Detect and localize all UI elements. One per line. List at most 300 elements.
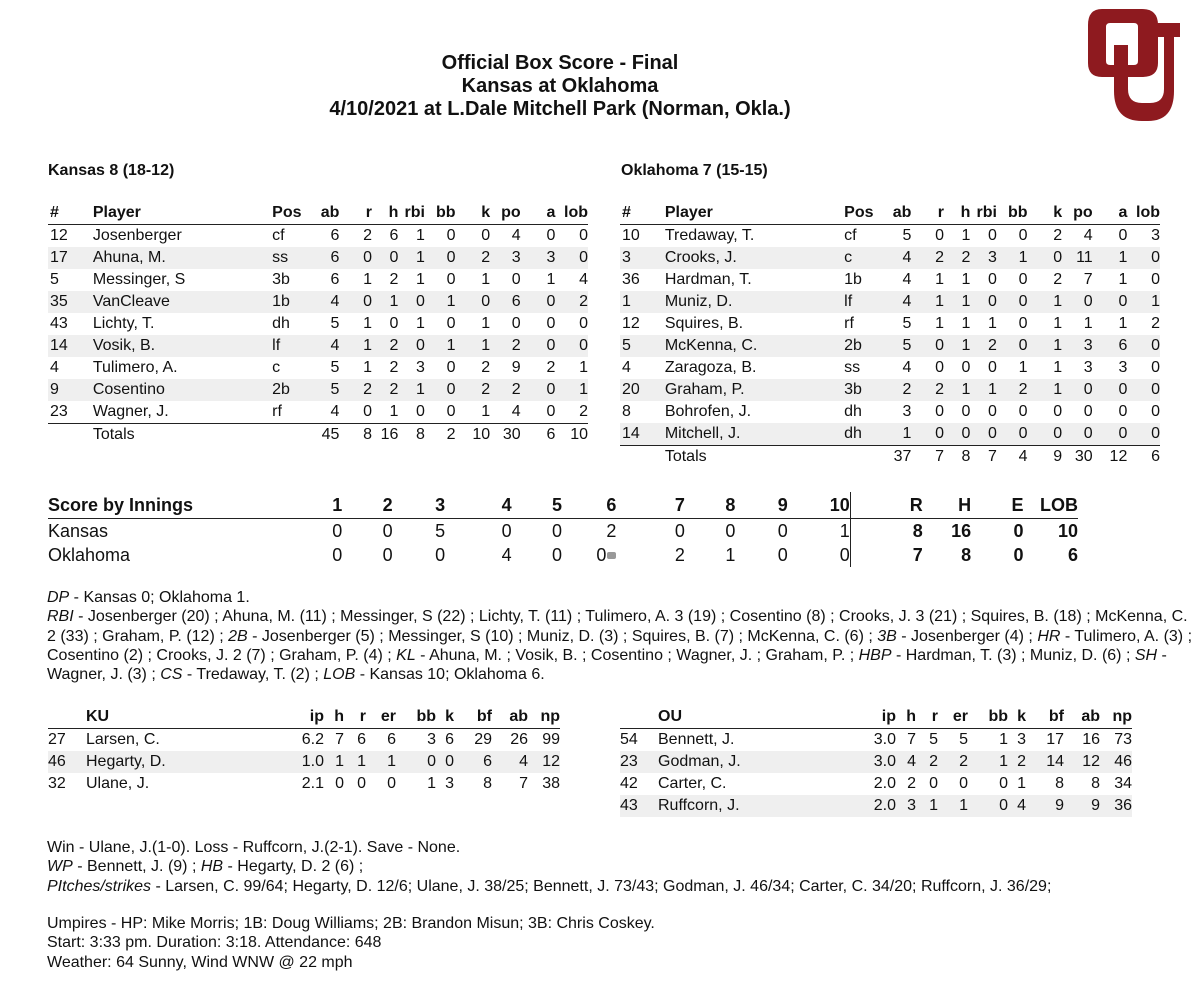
table-cell: 1	[944, 379, 970, 401]
doubles-text: - Josenberger (5) ; Messinger, S (10) ; Muniz, D. (3) ; Squires, B. (7) ; McKenna, C. (6) ;	[247, 627, 878, 645]
player-name: Wagner, J.	[92, 403, 169, 420]
table-cell: 0	[944, 423, 970, 446]
player-name: Ahuna, M.	[93, 247, 272, 269]
table-row	[48, 357, 588, 379]
table-cell: 14	[48, 335, 93, 357]
player-name: Tulimero, A.	[92, 359, 178, 376]
player-name: Graham, P.	[665, 379, 844, 401]
table-cell: 1	[389, 403, 399, 420]
table-cell: 0	[521, 291, 556, 313]
player-name: Josenberger	[92, 227, 182, 244]
table-row	[620, 291, 1160, 313]
table-row	[48, 401, 588, 424]
table-cell: 0	[446, 359, 456, 376]
table-cell: 46	[48, 751, 86, 773]
col-rbi: rbi	[970, 202, 996, 225]
table-cell: 4	[622, 359, 631, 376]
batting-header-row	[48, 202, 588, 225]
totals-row	[620, 446, 1160, 469]
table-cell: 9	[511, 359, 521, 376]
table-cell: lf	[272, 335, 309, 357]
table-cell	[620, 446, 665, 469]
table-cell: 9	[1064, 795, 1100, 817]
table-cell: 1	[425, 335, 456, 357]
table-cell: 36	[1100, 795, 1132, 817]
table-row	[620, 313, 1160, 335]
lob-text: - Kansas 10; Oklahoma 6.	[355, 666, 545, 684]
pitching-header-row	[620, 706, 1132, 729]
table-cell: 0	[1053, 403, 1063, 420]
table-cell: 1	[456, 335, 491, 357]
inning-score: 4	[501, 544, 512, 565]
inning-1-header: 1	[290, 492, 342, 519]
table-cell: 3	[416, 359, 425, 376]
errors-header: E	[971, 492, 1023, 519]
table-cell: 1	[1127, 291, 1160, 313]
col-num: #	[48, 202, 93, 225]
table-cell: dh	[844, 423, 881, 446]
inning-score: 0	[777, 520, 788, 541]
comment-icon[interactable]	[607, 552, 616, 559]
table-cell: 8	[483, 775, 492, 792]
table-cell: 6	[490, 291, 521, 313]
decision-line: Win - Ulane, J.(1-0). Loss - Ruffcorn, J.(2-1). Save - None.	[47, 839, 461, 856]
triples-text: - Josenberger (4) ;	[896, 627, 1038, 645]
col-np: np	[1100, 706, 1132, 729]
table-cell: 5	[50, 271, 59, 288]
triples-label: 3B	[877, 627, 897, 645]
col-bf: bf	[1026, 706, 1064, 729]
table-cell: 2b	[844, 335, 881, 357]
table-cell: 6	[389, 227, 399, 244]
table-cell: 4	[492, 751, 528, 773]
col-ab: ab	[309, 202, 340, 225]
table-cell: 0	[456, 291, 491, 313]
table-cell: 12	[50, 227, 68, 244]
table-cell: 2	[1151, 315, 1160, 332]
hits-total: 8	[961, 544, 972, 565]
table-cell: 3	[490, 247, 521, 269]
table-cell: 1b	[844, 271, 862, 288]
table-cell: 2	[555, 291, 588, 313]
ou-pitching-table	[620, 706, 1132, 817]
table-cell: 1	[1083, 315, 1093, 332]
table-cell: 7	[519, 775, 528, 792]
table-cell: 2	[490, 379, 521, 401]
hr-text: - Tulimero, A. (3) ; Cosentino (2) ; Crooks, J. 2 (7) ; Graham, P. (4) ;	[47, 627, 1193, 664]
table-cell: 4	[309, 291, 340, 313]
col-k: k	[1028, 202, 1063, 225]
table-cell: 0	[1018, 403, 1028, 420]
table-cell: 6	[1127, 446, 1160, 469]
table-cell: 1	[1093, 247, 1128, 269]
lob-total: 6	[1067, 544, 1078, 565]
table-cell: 3	[620, 247, 665, 269]
title-line-3: 4/10/2021 at L.Dale Mitchell Park (Norman, Okla.)	[329, 98, 791, 120]
table-cell: 1	[944, 291, 970, 313]
table-cell: 3	[1083, 359, 1093, 376]
table-cell: 0	[1093, 379, 1128, 401]
table-cell: 0	[1151, 271, 1160, 288]
player-name: Ulane, J.	[86, 775, 150, 792]
table-cell: 4	[511, 403, 521, 420]
table-cell: 8	[1055, 775, 1064, 792]
table-cell: 0	[339, 247, 372, 269]
table-cell: 1	[935, 315, 944, 332]
table-cell: 1	[961, 271, 971, 288]
table-cell: 1	[344, 751, 366, 773]
col-k: k	[436, 706, 454, 729]
table-row	[48, 729, 560, 752]
table-cell: 8	[339, 424, 372, 447]
inning-score: 2	[674, 544, 685, 565]
table-row	[48, 313, 588, 335]
table-cell: 0	[446, 227, 456, 244]
player-name: Messinger, S	[92, 271, 186, 288]
table-cell: 2	[881, 379, 912, 401]
table-cell: 0	[339, 291, 372, 313]
table-cell: 3	[970, 247, 996, 269]
col-h: h	[372, 202, 398, 225]
table-cell: 3	[1062, 335, 1093, 357]
dp-label: DP	[47, 589, 70, 606]
table-cell: rf	[844, 315, 854, 332]
table-cell: 4	[330, 403, 340, 420]
table-cell: 2	[1053, 271, 1063, 288]
inning-score: 0	[382, 544, 393, 565]
table-cell: 0	[988, 359, 997, 376]
table-cell: 73	[1114, 731, 1132, 748]
table-cell: 2	[911, 379, 944, 401]
table-cell: 4	[511, 227, 521, 244]
ku-pitching-heading: KU	[86, 706, 282, 729]
table-cell: 4	[881, 291, 912, 313]
col-pos: Pos	[272, 202, 309, 225]
table-cell: 0	[1093, 423, 1128, 446]
table-cell: 0	[425, 247, 456, 269]
table-cell: 6	[521, 424, 556, 447]
totals-row	[48, 424, 588, 447]
col-bb: bb	[425, 202, 456, 225]
table-cell: 0	[436, 751, 454, 773]
table-cell: 1	[1017, 775, 1026, 792]
table-row	[620, 335, 1160, 357]
table-cell: 1	[481, 315, 491, 332]
table-cell: 2	[1008, 751, 1026, 773]
table-cell: 0	[959, 775, 968, 792]
table-cell: 0	[1018, 271, 1028, 288]
table-cell: 0	[911, 423, 944, 446]
col-h: h	[896, 706, 916, 729]
pitching-header-row	[48, 706, 560, 729]
table-row	[620, 401, 1160, 423]
table-cell	[48, 424, 93, 447]
table-cell: 6	[445, 731, 454, 748]
table-cell: 17	[48, 247, 93, 269]
table-cell: 7	[1083, 271, 1093, 288]
table-cell: 14	[1026, 751, 1064, 773]
table-cell: 0	[1127, 379, 1160, 401]
wp-text: - Bennett, J. (9) ;	[72, 858, 201, 876]
col-r: r	[339, 202, 372, 225]
table-cell: 23	[620, 751, 658, 773]
inning-score: 1	[788, 519, 850, 544]
table-cell: 3	[896, 795, 916, 817]
table-cell: 1	[366, 751, 396, 773]
table-cell: 20	[620, 379, 665, 401]
table-cell: lf	[844, 291, 881, 313]
table-cell: 0	[446, 403, 456, 420]
table-row	[48, 269, 588, 291]
hbp-text: - Hardman, T. (3) ; Muniz, D. (6) ;	[891, 646, 1135, 664]
col-num	[48, 706, 86, 729]
wp-hb-line	[47, 857, 1197, 876]
col-er: er	[938, 706, 968, 729]
table-cell: 3	[445, 775, 454, 792]
table-cell: 4	[881, 247, 912, 269]
table-cell: 16	[372, 424, 398, 447]
table-cell: 99	[542, 731, 560, 748]
lob-label: LOB	[323, 666, 356, 684]
table-row	[620, 379, 1160, 401]
hits-total: 16	[951, 520, 972, 541]
table-row	[620, 423, 1160, 446]
table-cell: 2	[911, 247, 944, 269]
inning-score: 0	[788, 543, 850, 567]
table-row	[48, 773, 560, 795]
table-cell: 2	[372, 379, 398, 401]
col-num: #	[620, 202, 665, 225]
table-cell: c	[844, 247, 881, 269]
table-cell: 54	[620, 731, 638, 748]
oklahoma-logo-icon	[1084, 5, 1180, 125]
table-cell: 0	[935, 227, 944, 244]
table-cell	[272, 424, 309, 447]
title-line-1: Official Box Score - Final	[441, 52, 679, 74]
inning-score: 1	[725, 544, 736, 565]
table-cell: 1	[1018, 359, 1028, 376]
inning-9-header: 9	[735, 492, 787, 519]
table-cell: 0	[1151, 359, 1160, 376]
table-cell: 12	[1064, 751, 1100, 773]
table-cell: 2	[970, 335, 996, 357]
innings-row-oklahoma	[48, 543, 1078, 567]
table-cell: 6	[454, 751, 492, 773]
table-cell: 0	[1118, 227, 1128, 244]
inning-7-header: 7	[616, 492, 685, 519]
table-cell: 4	[902, 359, 912, 376]
cs-label: CS	[160, 666, 183, 684]
hbp-label: HBP	[858, 646, 892, 664]
table-cell: 3	[1017, 731, 1026, 748]
inning-score: 5	[435, 520, 446, 541]
table-cell: 1	[881, 423, 912, 446]
table-cell: 7	[970, 446, 996, 469]
table-cell: 2.1	[301, 775, 324, 792]
table-cell: 34	[1114, 775, 1132, 792]
inning-score: 0	[332, 544, 343, 565]
table-cell: 0	[968, 795, 1008, 817]
col-po: po	[1062, 202, 1093, 225]
table-cell: 38	[542, 775, 560, 792]
table-cell: 9	[1028, 446, 1063, 469]
table-cell: 0	[1062, 379, 1093, 401]
table-cell: 0	[546, 315, 556, 332]
inning-score: 0	[551, 520, 562, 541]
table-cell: 32	[48, 775, 66, 792]
table-cell: 37	[881, 446, 912, 469]
table-cell: 0	[555, 247, 588, 269]
table-cell: 1	[997, 247, 1028, 269]
table-cell: 2	[372, 335, 398, 357]
lob-header: LOB	[1024, 492, 1078, 519]
table-cell: 0	[398, 335, 424, 357]
runs-total: 8	[912, 520, 923, 541]
hits-header: H	[923, 492, 971, 519]
table-cell: 4	[50, 359, 59, 376]
table-row	[48, 225, 588, 248]
batting-header-row	[620, 202, 1160, 225]
col-lob: lob	[555, 202, 588, 225]
table-cell: 1	[1028, 291, 1063, 313]
table-cell: 0	[363, 403, 372, 420]
pitches-strikes-text: - Larsen, C. 99/64; Hegarty, D. 12/6; Ulane, J. 38/25; Bennett, J. 73/43; Godman, J. 46/34; Carter, C. 34/20; Ruffcorn, J. 36/29;	[151, 877, 1052, 895]
table-cell: 0	[1127, 247, 1160, 269]
table-cell: 0	[1062, 291, 1093, 313]
table-cell: 9	[1026, 795, 1064, 817]
table-cell: 1	[961, 315, 971, 332]
score-by-innings-table	[48, 492, 1078, 567]
col-bf: bf	[454, 706, 492, 729]
inning-score: 0	[725, 520, 736, 541]
table-cell: 30	[490, 424, 521, 447]
table-row	[48, 379, 588, 401]
table-cell: 5	[330, 359, 340, 376]
errors-total: 0	[1013, 520, 1024, 541]
table-cell: 0	[997, 335, 1028, 357]
table-cell: 0	[1062, 423, 1093, 446]
table-cell: 1	[398, 379, 424, 401]
inning-4-header: 4	[445, 492, 512, 519]
table-cell: 2	[425, 424, 456, 447]
table-cell: c	[272, 359, 281, 376]
inning-score: 0	[674, 520, 685, 541]
table-cell: 1	[911, 291, 944, 313]
table-cell: 2.0	[854, 795, 896, 817]
table-cell: 0	[357, 775, 366, 792]
player-name: Mitchell, J.	[665, 423, 844, 446]
col-bb: bb	[968, 706, 1008, 729]
table-row	[620, 795, 1132, 817]
inning-score-cell	[562, 543, 616, 567]
title-line-2: Kansas at Oklahoma	[461, 75, 659, 97]
player-name: Hardman, T.	[664, 271, 752, 288]
table-cell: 0	[988, 403, 997, 420]
table-cell: 1.0	[282, 751, 324, 773]
table-cell: 0	[398, 291, 424, 313]
table-cell: 0	[396, 751, 436, 773]
table-cell: 1	[416, 227, 425, 244]
table-cell: 5	[309, 379, 340, 401]
rbi-label: RBI	[47, 608, 74, 626]
table-cell: dh	[844, 403, 862, 420]
table-cell: 5	[902, 315, 912, 332]
table-cell: rf	[272, 403, 282, 420]
col-er: er	[366, 706, 396, 729]
table-cell: 0	[511, 271, 521, 288]
table-cell: 46	[1100, 751, 1132, 773]
hb-text: - Hegarty, D. 2 (6) ;	[223, 858, 364, 876]
player-name: McKenna, C.	[665, 335, 844, 357]
table-row	[620, 773, 1132, 795]
table-cell: 5	[959, 731, 968, 748]
table-cell: 1	[1028, 335, 1063, 357]
table-cell: 4	[579, 271, 588, 288]
table-cell: 0	[1118, 403, 1128, 420]
inning-score: 0	[551, 544, 562, 565]
table-cell: 1	[620, 291, 665, 313]
table-cell: 2	[944, 247, 970, 269]
col-lob: lob	[1127, 202, 1160, 225]
innings-header-row	[48, 492, 1078, 519]
totals-label: Totals	[93, 424, 272, 447]
dp-text: - Kansas 0; Oklahoma 1.	[69, 589, 250, 606]
start-line: Start: 3:33 pm. Duration: 3:18. Attendance: 648	[47, 934, 382, 952]
col-pos: Pos	[844, 202, 881, 225]
table-row	[48, 247, 588, 269]
table-cell: ss	[844, 359, 861, 376]
hr-label: HR	[1037, 627, 1061, 645]
table-cell: 1	[938, 795, 968, 817]
inning-score: 0	[596, 544, 607, 565]
col-ab: ab	[1064, 706, 1100, 729]
table-cell: 1	[425, 291, 456, 313]
table-row	[48, 335, 588, 357]
table-cell: 2	[907, 775, 916, 792]
table-cell: 6	[387, 731, 396, 748]
table-cell: 4	[997, 446, 1028, 469]
table-cell: 5	[330, 315, 340, 332]
table-cell: 1	[363, 271, 372, 288]
table-cell: 1	[372, 291, 398, 313]
table-cell: 2	[363, 227, 372, 244]
inning-2-header: 2	[342, 492, 392, 519]
table-cell: 1b	[272, 291, 309, 313]
table-cell: 4	[896, 751, 916, 773]
table-cell: 1	[916, 795, 938, 817]
table-cell: 1	[555, 379, 588, 401]
table-cell: 10	[555, 424, 588, 447]
table-cell: ss	[272, 247, 309, 269]
table-row	[620, 729, 1132, 752]
inning-score: 0	[777, 544, 788, 565]
table-cell: 43	[620, 795, 658, 817]
table-cell: 7	[907, 731, 916, 748]
table-cell: 12	[528, 751, 560, 773]
wp-label: WP	[47, 858, 73, 876]
player-name: Vosik, B.	[93, 335, 272, 357]
col-num	[620, 706, 658, 729]
team-name: Kansas	[48, 520, 109, 541]
table-cell: 42	[620, 775, 638, 792]
table-cell: 1	[935, 271, 944, 288]
table-cell: 1	[398, 247, 424, 269]
table-cell: 0	[1018, 315, 1028, 332]
table-cell: 8	[944, 446, 970, 469]
kl-label: KL	[396, 646, 416, 664]
table-cell: 3	[427, 731, 436, 748]
table-cell: 2	[389, 271, 399, 288]
